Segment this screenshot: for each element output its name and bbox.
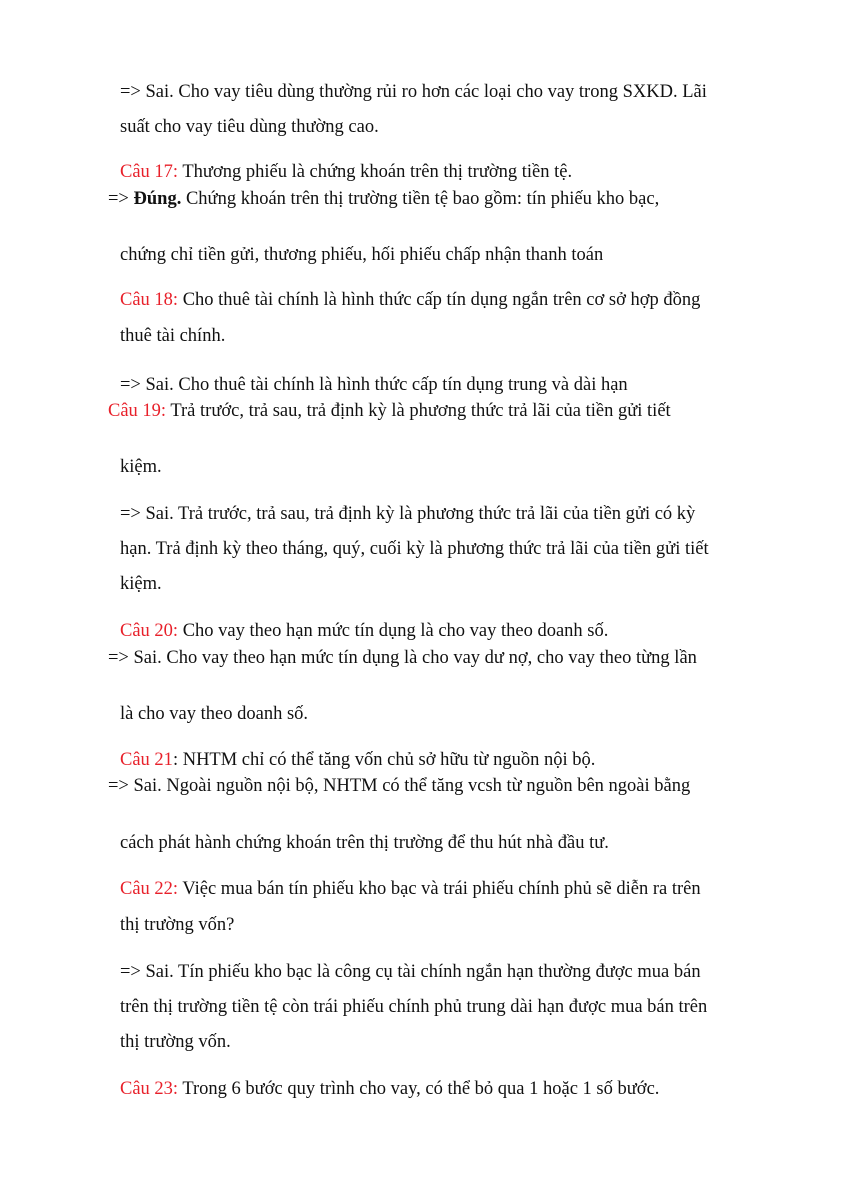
question-18-text: Cho thuê tài chính là hình thức cấp tín dụng ngắn trên cơ sở hợp đồng	[178, 290, 701, 310]
text-span: suất cho vay tiêu dùng thường cao.	[120, 117, 379, 137]
answer-22-line-3	[120, 1033, 231, 1052]
question-22-label: Câu 22:	[120, 879, 179, 899]
question-21	[120, 751, 595, 770]
answer-17-line-2	[120, 246, 603, 265]
text-span: cách phát hành chứng khoán trên thị trường để thu hút nhà đầu tư.	[120, 833, 609, 853]
text-span: kiệm.	[120, 457, 162, 477]
question-19	[108, 402, 671, 421]
text-span: => Sai. Ngoài nguồn nội bộ, NHTM có thể tăng vcsh từ nguồn bên ngoài bằng	[108, 776, 691, 796]
question-23-text: Trong 6 bước quy trình cho vay, có thể bỏ qua 1 hoặc 1 số bước.	[178, 1079, 660, 1099]
answer-22-line-2	[120, 998, 707, 1017]
answer-19-line-2	[120, 540, 709, 559]
answer-20-line-1	[108, 649, 697, 668]
question-18-label: Câu 18:	[120, 290, 179, 310]
text-span: => Sai. Trả trước, trả sau, trả định kỳ là phương thức trả lãi của tiền gửi có kỳ	[120, 504, 696, 524]
question-21-label: Câu 21	[120, 750, 173, 770]
text-span: => Sai. Cho vay theo hạn mức tín dụng là cho vay dư nợ, cho vay theo từng lần	[108, 648, 697, 668]
answer-prefix: =>	[108, 189, 134, 209]
question-19-text: Trả trước, trả sau, trả định kỳ là phương thức trả lãi của tiền gửi tiết	[166, 401, 671, 421]
text-span: trên thị trường tiền tệ còn trái phiếu chính phủ trung dài hạn được mua bán trên	[120, 997, 708, 1017]
answer-22-line-1	[120, 963, 701, 982]
text-span: thị trường vốn.	[120, 1032, 231, 1052]
question-17-text: Thương phiếu là chứng khoán trên thị trường tiền tệ.	[178, 162, 573, 182]
question-20-label: Câu 20:	[120, 621, 179, 641]
text-span: chứng chỉ tiền gửi, thương phiếu, hối phiếu chấp nhận thanh toán	[120, 245, 604, 265]
question-22	[120, 880, 701, 899]
answer-20-line-2	[120, 705, 308, 724]
question-19-cont	[120, 458, 162, 477]
answer-16-line-1	[120, 83, 707, 102]
answer-17-line-1	[108, 190, 659, 209]
text-span: => Sai. Cho vay tiêu dùng thường rủi ro hơn các loại cho vay trong SXKD. Lãi	[120, 82, 707, 102]
question-17-label: Câu 17:	[120, 162, 179, 182]
question-23	[120, 1080, 659, 1099]
text-span: thuê tài chính.	[120, 326, 226, 346]
text-span: => Sai. Cho thuê tài chính là hình thức cấp tín dụng trung và dài hạn	[120, 375, 628, 395]
answer-text: Chứng khoán trên thị trường tiền tệ bao gồm: tín phiếu kho bạc,	[181, 189, 660, 209]
answer-21-line-2	[120, 834, 609, 853]
answer-verdict: Đúng.	[133, 189, 182, 209]
answer-18	[120, 376, 628, 395]
question-22-cont	[120, 916, 234, 935]
question-23-label: Câu 23:	[120, 1079, 179, 1099]
question-18-cont	[120, 327, 225, 346]
answer-16-line-2	[120, 118, 379, 137]
question-22-text: Việc mua bán tín phiếu kho bạc và trái phiếu chính phủ sẽ diễn ra trên	[178, 879, 701, 899]
question-17	[120, 163, 572, 182]
question-18	[120, 291, 700, 310]
answer-19-line-1	[120, 505, 695, 524]
text-span: thị trường vốn?	[120, 915, 235, 935]
text-span: kiệm.	[120, 574, 162, 594]
question-20-text: Cho vay theo hạn mức tín dụng là cho vay theo doanh số.	[178, 621, 609, 641]
question-19-label: Câu 19:	[108, 401, 167, 421]
text-span: là cho vay theo doanh số.	[120, 704, 309, 724]
question-21-text: : NHTM chỉ có thể tăng vốn chủ sở hữu từ nguồn nội bộ.	[172, 750, 596, 770]
answer-21-line-1	[108, 777, 690, 796]
text-span: hạn. Trả định kỳ theo tháng, quý, cuối kỳ là phương thức trả lãi của tiền gửi tiết	[120, 539, 709, 559]
answer-19-line-3	[120, 575, 162, 594]
question-20	[120, 622, 608, 641]
text-span: => Sai. Tín phiếu kho bạc là công cụ tài chính ngắn hạn thường được mua bán	[120, 962, 701, 982]
